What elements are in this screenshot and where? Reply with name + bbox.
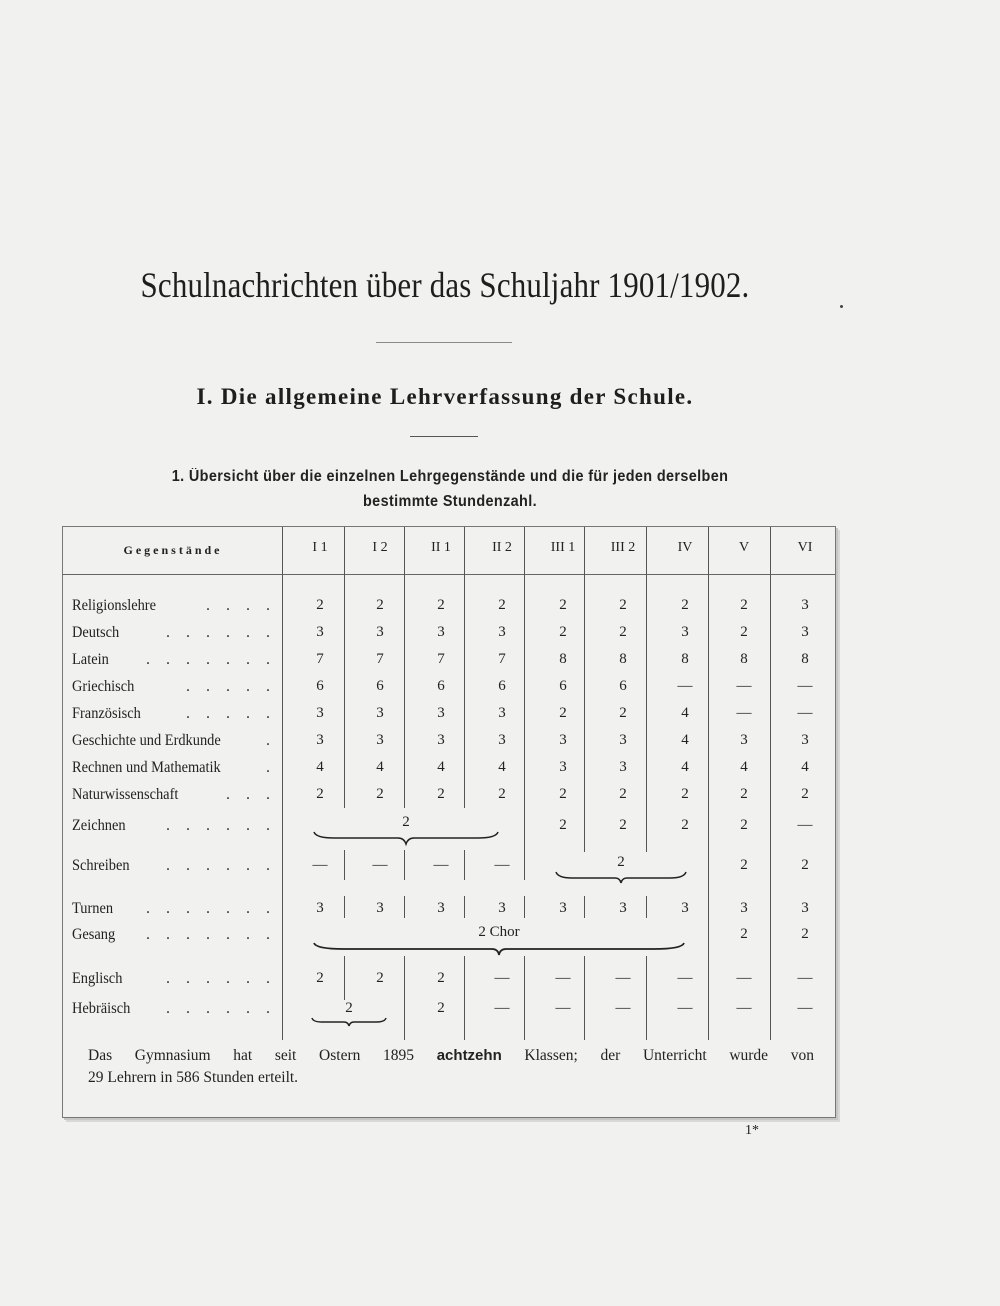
table-column-rule — [464, 956, 465, 1040]
table-cell: 2 — [740, 817, 748, 833]
table-column-rule — [344, 896, 345, 918]
table-header-col: II 2 — [492, 540, 512, 555]
table-cell: 3 — [619, 759, 627, 775]
table-header-col: I 1 — [312, 540, 328, 555]
table-column-rule — [464, 896, 465, 918]
footnote-word: von — [790, 1047, 814, 1064]
subject-label: Rechnen und Mathematik — [72, 759, 221, 776]
section-heading: I. Die allgemeine Lehrverfassung der Schule. — [196, 384, 694, 409]
table-cell: — — [615, 970, 631, 986]
table-cell: 2 — [437, 970, 445, 986]
subject-label: Latein — [72, 651, 109, 668]
table-column-rule — [464, 850, 465, 880]
footnote-word: Ostern — [319, 1047, 361, 1064]
table-cell: 2 — [498, 597, 506, 613]
table-cell: 2 — [376, 970, 384, 986]
table-cell: — — [677, 970, 693, 986]
table-column-rule — [524, 956, 525, 1040]
table-cell: 3 — [376, 900, 384, 916]
table-cell: — — [494, 970, 510, 986]
table-cell: — — [797, 970, 813, 986]
table-cell: 2 — [316, 597, 324, 613]
table-cell: 3 — [376, 732, 384, 748]
dot-leader: . . . . — [206, 597, 276, 614]
dot-leader: . — [266, 759, 276, 776]
table-cell: 3 — [498, 900, 506, 916]
table-column-rule — [404, 574, 405, 808]
table-column-rule — [464, 527, 465, 574]
footnote-word: Klassen; — [524, 1047, 578, 1064]
dot-leader: . . . — [226, 786, 276, 803]
paper-speck — [840, 305, 843, 308]
table-cell: 3 — [316, 900, 324, 916]
table-cell: 2 — [619, 817, 627, 833]
table-row-subject — [72, 705, 282, 723]
table-cell: — — [615, 1000, 631, 1016]
subject-label: Turnen — [72, 900, 114, 917]
footnote-word: Unterricht — [642, 1047, 707, 1064]
table-header-col: VI — [797, 540, 813, 555]
table-cell: 2 — [619, 705, 627, 721]
table-cell: 2 — [498, 786, 506, 802]
table-cell: — — [494, 1000, 510, 1016]
table-cell: — — [312, 857, 328, 873]
table-column-rule — [344, 527, 345, 574]
table-row-subject — [72, 651, 282, 669]
table-header-col: III 1 — [550, 540, 576, 555]
table-cell: 3 — [437, 732, 445, 748]
subject-label: Englisch — [72, 970, 123, 987]
footnote-word: wurde — [729, 1047, 769, 1064]
table-cell: 2 — [801, 786, 809, 802]
table-cell: 6 — [619, 678, 627, 694]
table-cell: 6 — [376, 678, 384, 694]
table-cell: 4 — [437, 759, 445, 775]
table-column-rule — [464, 574, 465, 808]
table-header-rule — [62, 574, 835, 575]
table-cell: — — [797, 705, 813, 721]
footnote-word: hat — [233, 1047, 253, 1064]
table-span-cell: 2 — [617, 854, 625, 870]
table-cell: 2 — [681, 786, 689, 802]
table-column-rule — [404, 850, 405, 880]
table-column-rule — [646, 574, 647, 852]
subject-label: Geschichte und Erdkunde — [72, 732, 221, 749]
table-cell: 2 — [619, 786, 627, 802]
table-cell: 2 — [559, 817, 567, 833]
schreiben-brace — [556, 872, 686, 884]
table-column-rule — [404, 527, 405, 574]
table-column-rule — [584, 896, 585, 918]
table-column-rule — [344, 850, 345, 880]
table-cell: 3 — [740, 900, 748, 916]
table-cell: — — [797, 1000, 813, 1016]
table-row-subject — [72, 678, 282, 696]
table-cell: 3 — [801, 624, 809, 640]
section-divider — [410, 436, 478, 437]
table-cell: 4 — [376, 759, 384, 775]
table-cell: 7 — [437, 651, 445, 667]
table-column-rule — [646, 956, 647, 1040]
table-cell: 3 — [619, 900, 627, 916]
table-cell: 3 — [681, 900, 689, 916]
table-row-subject — [72, 732, 282, 750]
table-cell: 3 — [801, 597, 809, 613]
table-column-rule — [282, 527, 283, 574]
footnote-emphasis: achtzehn — [436, 1047, 502, 1064]
dot-leader: . . . . . — [186, 678, 276, 695]
table-row-subject — [72, 1000, 282, 1018]
table-cell: 4 — [740, 759, 748, 775]
table-row-subject — [72, 624, 282, 642]
dot-leader: . . . . . . — [166, 970, 276, 987]
subject-label: Hebräisch — [72, 1000, 131, 1017]
table-cell: 6 — [316, 678, 324, 694]
table-cell: 3 — [559, 732, 567, 748]
dot-leader: . . . . . . — [166, 624, 276, 641]
table-cell: 2 — [740, 624, 748, 640]
gesang-brace — [314, 943, 684, 957]
table-column-rule — [344, 956, 345, 1000]
table-column-rule — [584, 574, 585, 852]
hebraeisch-brace — [312, 1018, 386, 1028]
subheading-line-1: 1. Übersicht über die einzelnen Lehrgegenstände und die für jeden derselben — [171, 468, 729, 485]
table-row-subject — [72, 759, 282, 777]
table-column-rule — [584, 956, 585, 1040]
table-column-rule — [646, 896, 647, 918]
subject-label: Deutsch — [72, 624, 120, 641]
table-cell: 8 — [681, 651, 689, 667]
table-cell: 6 — [498, 678, 506, 694]
table-cell: 3 — [437, 900, 445, 916]
table-cell: 7 — [376, 651, 384, 667]
table-header-col: IV — [677, 540, 693, 555]
table-cell: 3 — [801, 900, 809, 916]
table-cell: — — [677, 1000, 693, 1016]
table-cell: — — [797, 678, 813, 694]
table-cell: 6 — [437, 678, 445, 694]
table-cell: — — [736, 1000, 752, 1016]
table-cell: — — [433, 857, 449, 873]
table-cell: 3 — [559, 759, 567, 775]
footnote-word: der — [600, 1047, 621, 1064]
table-cell: 2 — [619, 624, 627, 640]
dot-leader: . . . . . . — [166, 817, 276, 834]
table-column-rule — [404, 896, 405, 918]
table-cell: 3 — [316, 705, 324, 721]
table-cell: 2 — [740, 597, 748, 613]
table-span-cell: 2 — [345, 1000, 353, 1016]
table-cell: 2 — [376, 597, 384, 613]
table-cell: 4 — [498, 759, 506, 775]
table-row-subject — [72, 786, 282, 804]
table-cell: 2 — [559, 786, 567, 802]
table-column-rule — [282, 574, 283, 1040]
table-cell: 2 — [559, 597, 567, 613]
table-cell: 3 — [559, 900, 567, 916]
table-column-rule — [404, 956, 405, 1040]
table-cell: 2 — [619, 597, 627, 613]
table-cell: — — [677, 678, 693, 694]
table-header-col: V — [738, 540, 750, 555]
dot-leader: . . . . . . . — [146, 651, 276, 668]
table-cell: 2 — [437, 786, 445, 802]
table-span-cell: 2 — [402, 814, 410, 830]
page-title: Schulnachrichten über das Schuljahr 1901/1902. — [140, 265, 750, 305]
table-cell: — — [736, 678, 752, 694]
table-cell: — — [797, 817, 813, 833]
table-cell: 2 — [740, 926, 748, 942]
table-row-subject — [72, 900, 282, 918]
table-column-rule — [524, 574, 525, 880]
table-cell: 2 — [801, 926, 809, 942]
footnote-word: Das — [88, 1047, 113, 1064]
table-cell: 2 — [801, 857, 809, 873]
subject-label: Schreiben — [72, 857, 130, 874]
subject-label: Religionslehre — [72, 597, 156, 614]
table-cell: 8 — [559, 651, 567, 667]
table-row-subject — [72, 926, 282, 944]
table-cell: 2 — [681, 817, 689, 833]
table-cell: 2 — [740, 857, 748, 873]
subject-label: Griechisch — [72, 678, 135, 695]
table-cell: — — [372, 857, 388, 873]
dot-leader: . . . . . — [186, 705, 276, 722]
subject-label: Zeichnen — [72, 817, 126, 834]
table-column-rule — [344, 574, 345, 808]
table-cell: 7 — [316, 651, 324, 667]
table-row-subject — [72, 817, 282, 835]
table-span-cell: 2 Chor — [478, 924, 520, 940]
table-column-rule — [584, 527, 585, 574]
table-cell: 3 — [376, 705, 384, 721]
footnote-word: seit — [274, 1047, 297, 1064]
table-cell: 3 — [619, 732, 627, 748]
table-column-rule — [524, 896, 525, 918]
table-footnote — [88, 1047, 814, 1087]
table-cell: 2 — [437, 1000, 445, 1016]
table-column-rule — [708, 574, 709, 1040]
table-cell: 2 — [740, 786, 748, 802]
dot-leader: . . . . . . . — [146, 926, 276, 943]
table-header-col: II 1 — [431, 540, 451, 555]
table-cell: 2 — [681, 597, 689, 613]
table-cell: — — [494, 857, 510, 873]
table-header-col: III 2 — [610, 540, 636, 555]
table-cell: 4 — [681, 759, 689, 775]
title-divider — [376, 342, 512, 343]
table-cell: 2 — [376, 786, 384, 802]
page-number: 1* — [745, 1123, 759, 1138]
table-cell: 7 — [498, 651, 506, 667]
table-row-subject — [72, 970, 282, 988]
table-cell: — — [736, 705, 752, 721]
footnote-word: 1895 — [383, 1047, 415, 1064]
table-column-rule — [708, 527, 709, 574]
table-cell: 3 — [740, 732, 748, 748]
table-header-col: I 2 — [372, 540, 388, 555]
table-cell: 3 — [498, 624, 506, 640]
zeichnen-brace — [314, 832, 498, 846]
dot-leader: . . . . . . — [166, 1000, 276, 1017]
table-cell: 8 — [619, 651, 627, 667]
table-cell: 3 — [316, 732, 324, 748]
table-cell: 3 — [316, 624, 324, 640]
footnote-line-1 — [88, 1047, 814, 1065]
table-cell: 3 — [376, 624, 384, 640]
table-cell: 3 — [498, 732, 506, 748]
subject-label: Naturwissenschaft — [72, 786, 179, 803]
table-cell: 3 — [801, 732, 809, 748]
table-cell: 2 — [316, 970, 324, 986]
table-cell: — — [736, 970, 752, 986]
table-cell: 4 — [801, 759, 809, 775]
table-cell: 3 — [437, 705, 445, 721]
table-cell: 2 — [437, 597, 445, 613]
subheading-line-2: bestimmte Stundenzahl. — [363, 493, 537, 510]
table-cell: 6 — [559, 678, 567, 694]
table-cell: 2 — [316, 786, 324, 802]
table-cell: 2 — [559, 624, 567, 640]
table-row-subject — [72, 857, 282, 875]
table-column-rule — [770, 574, 771, 1040]
table-cell: — — [555, 970, 571, 986]
table-column-rule — [646, 527, 647, 574]
table-cell: — — [555, 1000, 571, 1016]
table-cell: 4 — [681, 732, 689, 748]
footnote-word: Gymnasium — [134, 1047, 211, 1064]
table-header-subject: Gegenstände — [123, 543, 223, 557]
subject-label: Gesang — [72, 926, 116, 943]
dot-leader: . . . . . . . — [146, 900, 276, 917]
dot-leader: . — [266, 732, 276, 749]
table-cell: 3 — [437, 624, 445, 640]
table-column-rule — [770, 527, 771, 574]
table-cell: 2 — [559, 705, 567, 721]
table-cell: 8 — [801, 651, 809, 667]
table-cell: 4 — [316, 759, 324, 775]
dot-leader: . . . . . . — [166, 857, 276, 874]
table-row-subject — [72, 597, 282, 615]
table-cell: 3 — [498, 705, 506, 721]
table-cell: 3 — [681, 624, 689, 640]
table-cell: 8 — [740, 651, 748, 667]
table-cell: 4 — [681, 705, 689, 721]
footnote-line-2: 29 Lehrern in 586 Stunden erteilt. — [88, 1069, 299, 1086]
subject-label: Französisch — [72, 705, 141, 722]
table-column-rule — [524, 527, 525, 574]
